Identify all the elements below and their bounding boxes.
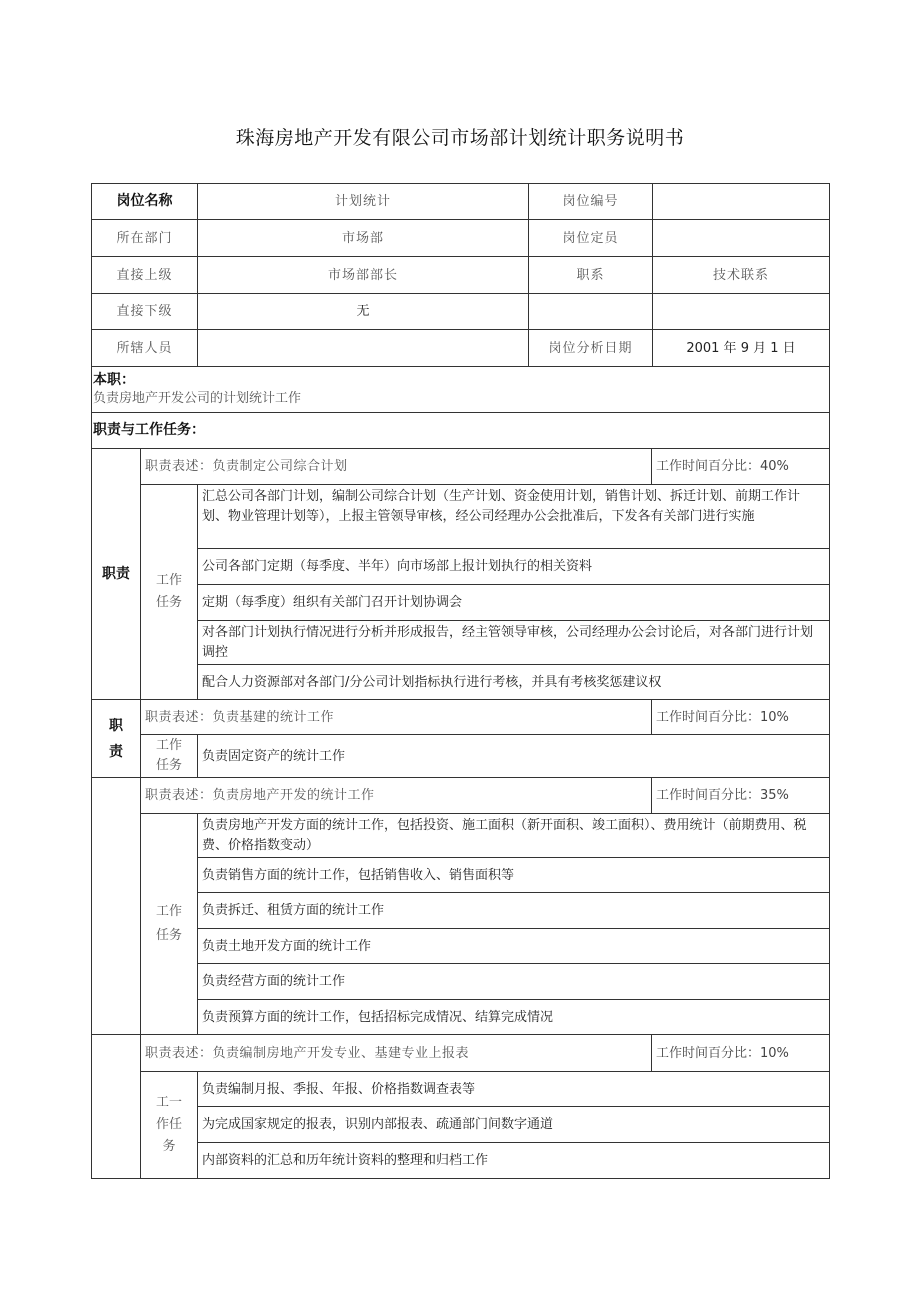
task-label-line: 任务: [155, 928, 182, 943]
section-1-time-percentage: 工作时间百分比：40%: [651, 448, 830, 485]
section-4-description: 职责表述：负责编制房地产开发专业、基建专业上报表: [140, 1034, 652, 1072]
task-item: 负责经营方面的统计工作: [197, 963, 830, 1000]
task-item: 负责拆迁、租赁方面的统计工作: [197, 892, 830, 929]
task-item: 负责编制月报、季报、年报、价格指数调查表等: [197, 1071, 830, 1107]
duties-header: 职责与工作任务：: [91, 412, 830, 449]
label-subordinate: 直接下级: [91, 293, 198, 330]
value-position-name: 计划统计: [197, 183, 529, 220]
empty-cell: [528, 293, 653, 330]
label-position-code: 岗位编号: [528, 183, 653, 220]
task-label-line: 作任: [155, 1117, 182, 1132]
section-2-task-label: [140, 734, 198, 778]
section-1-task-label: [140, 484, 198, 700]
task-label-line: 工作: [155, 904, 182, 919]
label-series: 职系: [528, 256, 653, 294]
task-item: 内部资料的汇总和历年统计资料的整理和归档工作: [197, 1142, 830, 1179]
section-4-time-percentage: 工作时间百分比：10%: [651, 1034, 830, 1072]
label-department: 所在部门: [91, 219, 198, 257]
section-2-side-label: [91, 699, 141, 778]
value-quota: [652, 219, 830, 257]
section-3-task-label: [140, 813, 198, 1035]
value-department: 市场部: [197, 219, 529, 257]
section-3-time-percentage: 工作时间百分比：35%: [651, 777, 830, 814]
side-label-char: 责: [109, 743, 123, 760]
label-analysis-date: 岗位分析日期: [528, 329, 653, 367]
label-superior: 直接上级: [91, 256, 198, 294]
core-duty-label: 本职：: [93, 372, 135, 388]
value-subordinate: 无: [197, 293, 529, 330]
task-item: 负责预算方面的统计工作，包括招标完成情况、结算完成情况: [197, 999, 830, 1035]
task-item: 负责固定资产的统计工作: [197, 734, 830, 778]
section-1-description: 职责表述：负责制定公司综合计划: [140, 448, 652, 485]
task-item: 汇总公司各部门计划，编制公司综合计划（生产计划、资金使用计划，销售计划、拆迁计划、前期工作计划、物业管理计划等），上报主管领导审核，经公司经理办公会批准后，下发各有关部门进行实施: [197, 484, 830, 549]
core-duty-section: [91, 366, 830, 413]
section-1-side-label: 职责: [91, 448, 141, 700]
task-label-line: 任务: [155, 595, 182, 610]
section-3-side-label: [91, 777, 141, 1035]
task-item: 定期（每季度）组织有关部门召开计划协调会: [197, 584, 830, 621]
task-item: 负责土地开发方面的统计工作: [197, 928, 830, 964]
task-label-line: 务: [162, 1139, 176, 1154]
section-3-description: 职责表述：负责房地产开发的统计工作: [140, 777, 652, 814]
label-staff: 所辖人员: [91, 329, 198, 367]
value-position-code: [652, 183, 830, 220]
task-label-line: 工作: [155, 738, 182, 753]
document-title: 珠海房地产开发有限公司市场部计划统计职务说明书: [235, 127, 685, 149]
value-analysis-date: 2001 年 9 月 1 日: [652, 329, 830, 367]
value-superior: 市场部部长: [197, 256, 529, 294]
task-item: 负责房地产开发方面的统计工作，包括投资、施工面积（新开面积、竣工面积）、费用统计（前期费用、税费、价格指数变动）: [197, 813, 830, 858]
section-2-time-percentage: 工作时间百分比：10%: [651, 699, 830, 735]
side-label-char: 职: [109, 717, 123, 734]
section-4-task-label: [140, 1071, 198, 1179]
empty-cell: [652, 293, 830, 330]
task-item: 对各部门计划执行情况进行分析并形成报告，经主管领导审核，公司经理办公会讨论后，对各部门进行计划调控: [197, 620, 830, 665]
task-label-line: 工一: [155, 1095, 182, 1110]
label-position-name: 岗位名称: [91, 183, 198, 220]
task-item: 配合人力资源部对各部门/分公司计划指标执行进行考核，并具有考核奖惩建议权: [197, 664, 830, 700]
value-staff: [197, 329, 529, 367]
label-quota: 岗位定员: [528, 219, 653, 257]
section-2-description: 职责表述：负责基建的统计工作: [140, 699, 652, 735]
task-item: 负责销售方面的统计工作，包括销售收入、销售面积等: [197, 857, 830, 893]
task-item: 为完成国家规定的报表，识别内部报表、疏通部门间数字通道: [197, 1106, 830, 1143]
value-series: 技术联系: [652, 256, 830, 294]
task-label-line: 工作: [155, 573, 182, 588]
section-4-side-label: [91, 1034, 141, 1179]
task-label-line: 任务: [155, 758, 182, 773]
task-item: 公司各部门定期（每季度、半年）向市场部上报计划执行的相关资料: [197, 548, 830, 585]
core-duty-text: 负责房地产开发公司的计划统计工作: [93, 391, 302, 406]
